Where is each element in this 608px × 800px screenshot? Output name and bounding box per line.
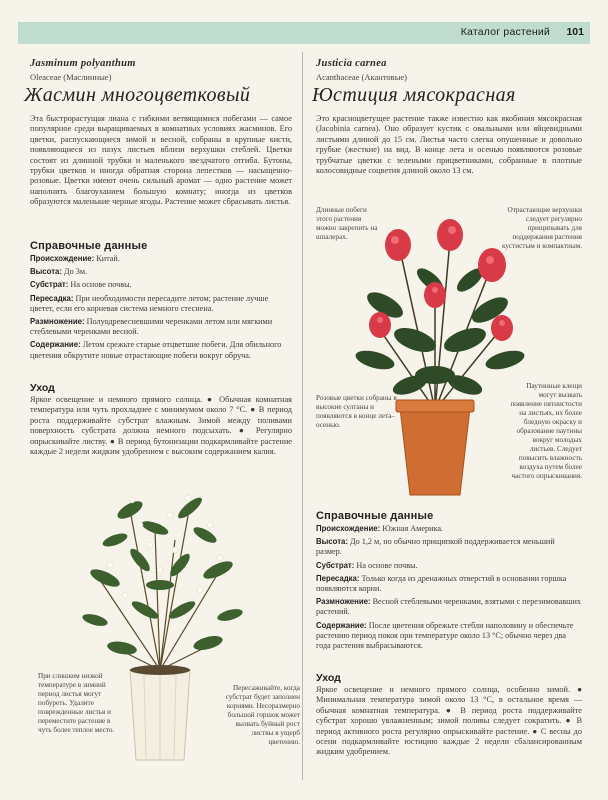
right-title: Юстиция мясокрасная	[312, 84, 516, 106]
left-care-text: Яркое освещение и немного прямого солнца. ● Обычная комнатная температура или чуть прохладнее с минимумом около 7 °С. ● В период роста поддерживайте субстрат влажным. Зимой между поливами поверхность субстрата должна немного подсыхать. ● Регулярно опрыскивайте листву. ● В период бутонизации подкармливайте растение каждые 2 недели жидким удобрением с высоким содержанием калия.	[30, 395, 292, 457]
right-family: Acanthaceae (Акантовые)	[316, 72, 408, 82]
section-title: Каталог растений	[460, 26, 550, 38]
right-intro: Это красноцветущее растение также известно как якобиния мясокрасная (Jacobinia carnea). Оно образует кустик с овальными или яйцевидными листьями длиной до 15 см. Листья часто слегка опушенные и довольно грубые (жесткие) на вид. В конце лета и осенью появляются розовые трубчатые цветки с зелеными прицветниками, собранные в плотные колосовидные соцветия длиной около 13 см.	[316, 114, 582, 176]
right-caption-top-right: Отрастающие верхушки следует регулярно прищипывать для поддержания растения кустистым и компактным.	[501, 206, 582, 250]
column-divider	[302, 52, 303, 780]
left-reference-heading: Справочные данные	[30, 240, 148, 252]
left-ref-propagation: Размножение: Полуодревесневшими черенками летом или мягкими стеблевыми черенками весной.	[30, 317, 273, 337]
left-ref-origin: Происхождение: Китай.	[30, 254, 120, 263]
left-family: Oleaceae (Маслинные)	[30, 72, 112, 82]
right-latin-name: Justicia carnea	[316, 58, 387, 69]
right-ref-origin: Происхождение: Южная Америка.	[316, 524, 444, 533]
left-title: Жасмин многоцветковый	[24, 84, 251, 106]
right-caption-mid-right: Паутинные клещи могут вызвать появление пятнистости на листьях, их более бледную окраску и образование паутины вокруг молодых листьев. Следует повысить влажность воздуха путем более частого опрыскивания.	[510, 382, 582, 480]
right-ref-repotting: Пересадка: Только когда из дренажных отверстий в основании горшка появляются корни.	[316, 573, 567, 594]
right-ref-propagation: Размножение: Весной стеблевыми черенками, взятыми с перезимовавших растений.	[316, 597, 581, 617]
right-reference-list	[316, 524, 582, 651]
right-caption-top-left: Длинные побеги этого растения можно закрепить на шпалерах.	[316, 206, 378, 241]
left-intro: Эта быстрорастущая лиана с гибкими ветвящимися побегами — самое популярное среди выращиваемых в комнатных условиях жасминов. Его цветки, распускающиеся зимой и весной, собраны в крупные кисти, появляющиеся из пазух листьев вблизи верхушки стеблей. Цветки состоят из длинной трубки и маленького звездчатого отгиба. Бутоны, трубки цветков и иногда обратная сторона лепестков — насыщенно-розовые. Цветки имеют очень сильный аромат — одно растение может наполнить благоуханием большую комнату; иногда из цветков образуются маленькие черные ягоды. Растение может сбрасывать листья.	[30, 114, 292, 207]
left-ref-substrate: Субстрат: На основе почвы.	[30, 280, 132, 290]
left-ref-repotting: Пересадка: При необходимости пересадите летом; растение лучше цветет, если его корневая система немного стеснена.	[30, 293, 269, 313]
left-ref-maintenance: Содержание: Летом срежьте старые отцветшие побеги. Для обильного цветения обкрутите новые отрастающие побеги вокруг обруча.	[30, 340, 282, 360]
right-ref-substrate: Субстрат: На основе почвы.	[316, 560, 418, 570]
left-reference-list	[30, 254, 292, 361]
left-caption-2: Пересаживайте, когда субстрат будет заполнен корнями. Несоразмерно большой горшок может вызвать буйный рост листвы в ущерб цветению.	[225, 684, 300, 746]
right-reference-heading: Справочные данные	[316, 510, 434, 522]
right-care-text: Яркое освещение и немного прямого солнца, особенно зимой. ● Минимальная температура зимой около 13 °С, в остальное время — обычная комнатная температура. ● В период роста поддерживайте субстрат хорошо увлажненным; зимой поливы следует сократить. ● В период активного роста регулярно опрыскивайте растение. ● С весны до осени подкармливайте юстицию каждые 2 недели сбалансированным жидким удобрением.	[316, 685, 582, 757]
right-ref-height: Высота: До 1,2 м, но обычно прищипкой поддерживается меньший размер.	[316, 537, 555, 557]
page-number: 101	[566, 26, 584, 38]
right-care-heading: Уход	[316, 672, 341, 684]
left-caption-1: При слишком низкой температуре в зимний период листья могут побуреть. Удалите поврежденные листья и переместите растение в чуть более теплое место.	[38, 672, 115, 734]
right-caption-mid-left: Розовые цветки собраны в высокие султаны и появляются в конце лета–осенью.	[316, 394, 397, 429]
left-care-heading: Уход	[30, 382, 55, 394]
right-ref-maintenance: Содержание: После цветения обрежьте стебли наполовину и обеспечьте растению период покоя при температуре около 13 °С; обычно через два года растения выбрасываются.	[316, 620, 574, 651]
left-ref-height: Высота: До 3м.	[30, 267, 88, 277]
left-latin-name: Jasminum polyanthum	[30, 58, 136, 69]
